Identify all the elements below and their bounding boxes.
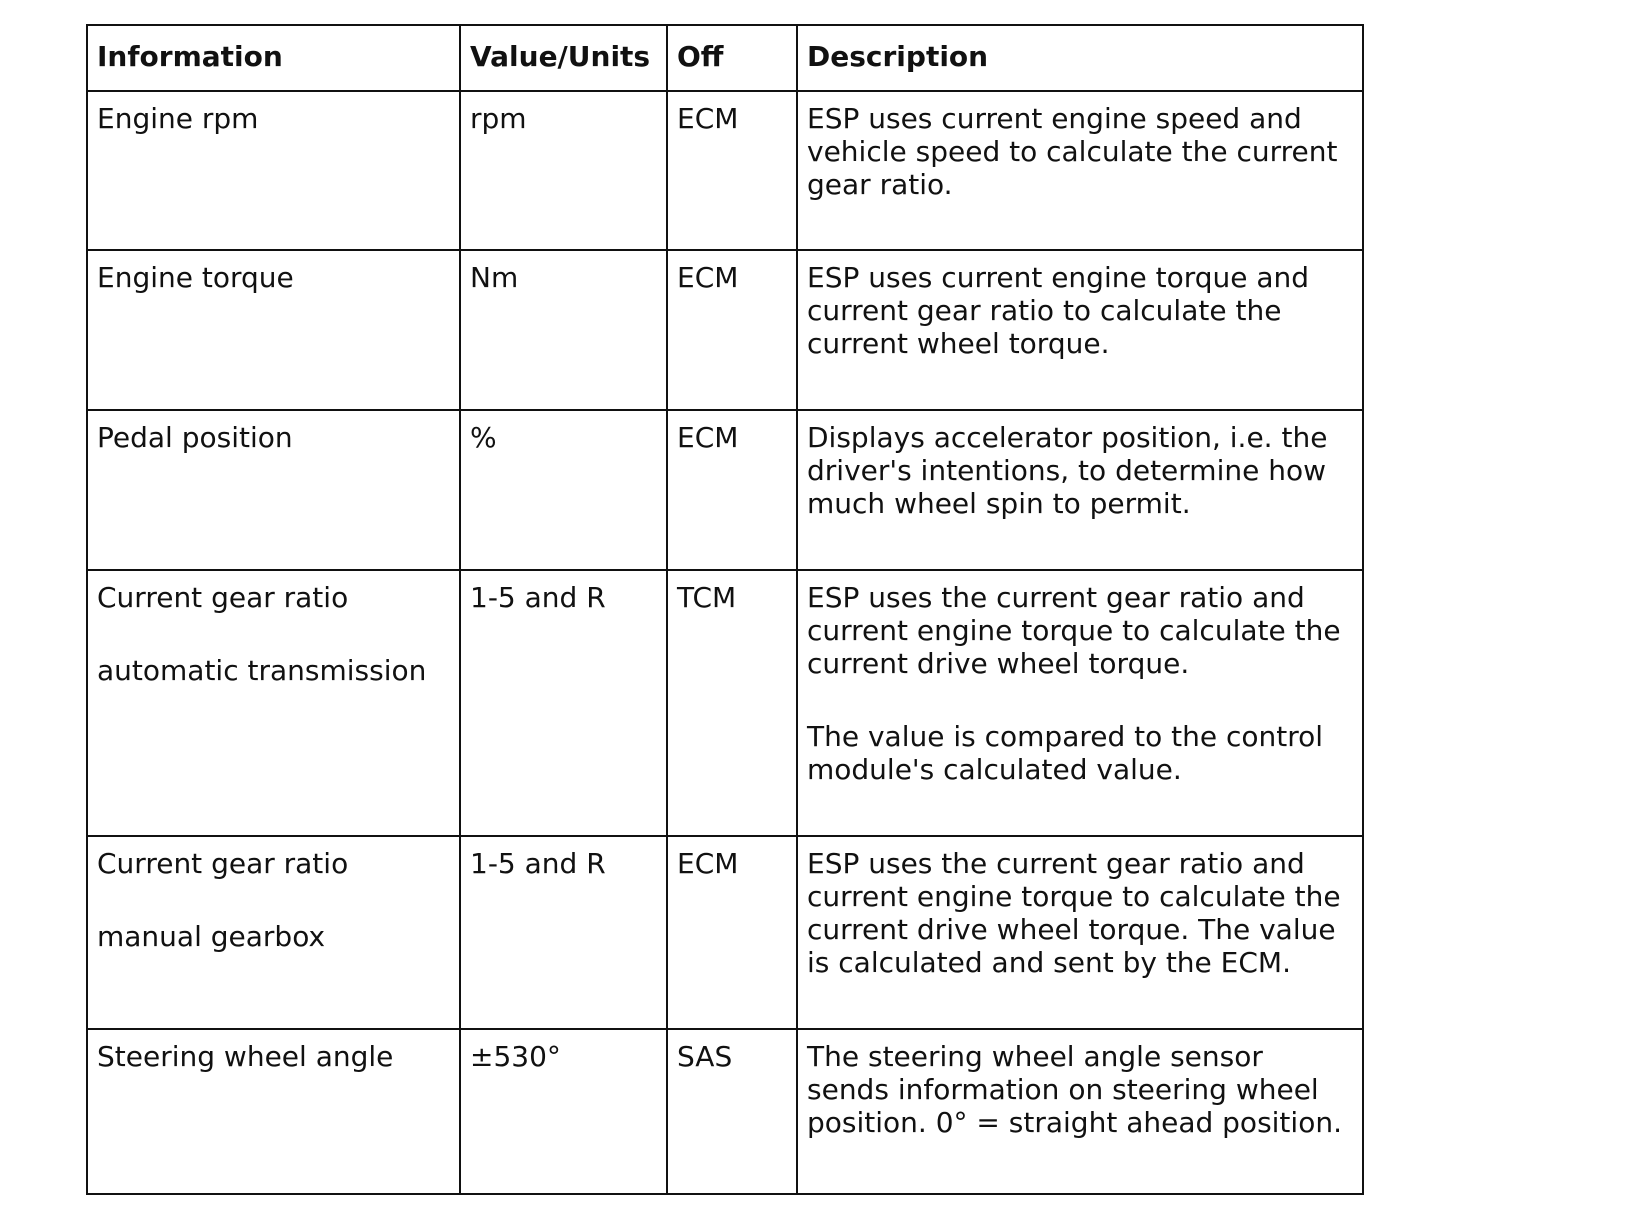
cell-value: Nm (460, 250, 667, 410)
description-text: ESP uses current engine torque and current gear ratio to calculate the current wheel torque. (807, 261, 1310, 360)
description-text: ESP uses the current gear ratio and current engine torque to calculate the current drive wheel torque. The value is calculated and sent by the ECM. (807, 847, 1341, 979)
header-description: Description (797, 25, 1363, 91)
cell-description (797, 570, 1363, 836)
cell-value: 1-5 and R (460, 836, 667, 1029)
cell-off: ECM (667, 836, 797, 1029)
header-value-units: Value/Units (460, 25, 667, 91)
table-row (87, 91, 1363, 250)
cell-off: ECM (667, 250, 797, 410)
information-subtext: manual gearbox (97, 920, 326, 953)
information-text: Current gear ratio (97, 581, 349, 614)
cell-value: ±530° (460, 1029, 667, 1194)
information-subtext: automatic transmission (97, 654, 427, 687)
cell-information (87, 570, 460, 836)
cell-description (797, 91, 1363, 250)
information-text: Current gear ratio (97, 847, 349, 880)
info-table (86, 24, 1364, 1195)
cell-value: rpm (460, 91, 667, 250)
information-text: Engine torque (97, 261, 294, 294)
cell-information (87, 836, 460, 1029)
information-text: Engine rpm (97, 102, 259, 135)
information-text: Pedal position (97, 421, 293, 454)
description-text: ESP uses current engine speed and vehicle speed to calculate the current gear ratio. (807, 102, 1338, 201)
header-off: Off (667, 25, 797, 91)
cell-off: SAS (667, 1029, 797, 1194)
description-text: Displays accelerator position, i.e. the driver's intentions, to determine how much wheel spin to permit. (807, 421, 1328, 520)
table-row (87, 836, 1363, 1029)
cell-description (797, 836, 1363, 1029)
table-row (87, 250, 1363, 410)
cell-value: 1-5 and R (460, 570, 667, 836)
cell-off: ECM (667, 91, 797, 250)
cell-off: TCM (667, 570, 797, 836)
cell-description (797, 410, 1363, 570)
table-header-row (87, 25, 1363, 91)
cell-information (87, 250, 460, 410)
cell-description (797, 1029, 1363, 1194)
cell-description (797, 250, 1363, 410)
description-text-2: The value is compared to the control module's calculated value. (807, 720, 1324, 786)
table-row (87, 1029, 1363, 1194)
cell-off: ECM (667, 410, 797, 570)
table-row (87, 570, 1363, 836)
cell-information (87, 1029, 460, 1194)
description-text: The steering wheel angle sensor sends information on steering wheel position. 0° = straight ahead position. (807, 1040, 1342, 1139)
cell-value: % (460, 410, 667, 570)
cell-information (87, 91, 460, 250)
description-text: ESP uses the current gear ratio and current engine torque to calculate the current drive wheel torque. (807, 581, 1341, 680)
table-row (87, 410, 1363, 570)
cell-information (87, 410, 460, 570)
header-information: Information (87, 25, 460, 91)
information-text: Steering wheel angle (97, 1040, 394, 1073)
